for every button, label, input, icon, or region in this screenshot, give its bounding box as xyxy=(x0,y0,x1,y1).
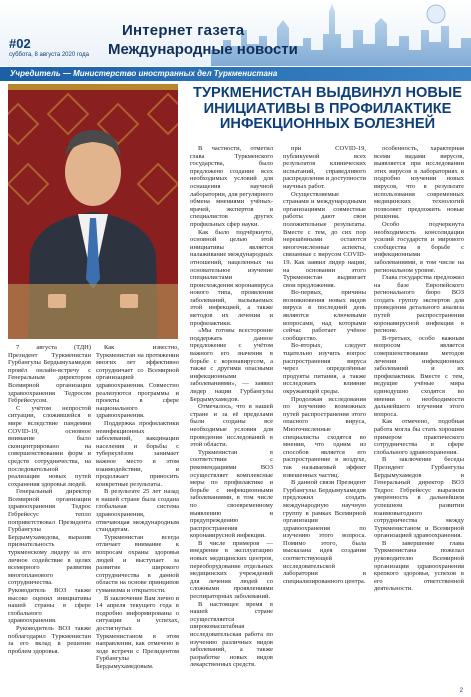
paragraph: при COVID-19, публикуемой всех результатов клинических испытаний, справедливого распределения и доступности научных работ. xyxy=(283,145,366,190)
paragraph: Осуществляемые странами и международными организациями совместные работы дают свои положительные результаты. Вместе с тем, до сих пор нерешёнными остаются многочисленные аспекты, связанные с вирусом COVID-19. Как заявил лидер нации, на основании этого Туркменистан выдвигает свои предложения. xyxy=(283,190,366,289)
paragraph: В заключение Вам лично и 14 апреля текущего года в подробно информированы о ситуации и успехах, достигнутых Туркменистаном в этом направлении, как отмечено в ходе встречи с Президентом Гурбангулы Бердымухамедовым. xyxy=(96,594,179,670)
president-photo xyxy=(8,84,178,339)
paper-title: Интернет газета xyxy=(122,22,245,39)
article-column-5 xyxy=(374,145,464,690)
paragraph: 7 августа (ТДН) Президент Туркменистан Гурбангулы Бердымухамедов провёл онлайн-встречу с Генеральным директором Всемирной организации здравоохранения Тедросом Гебрейесусом. xyxy=(8,344,91,405)
paragraph: С учётом непростой ситуации, сложившейся в мире вследствие пандемии COVID-19, основное внимание было сконцентрировано на совершенствовании форм и средств сотрудничества, на последовательной реализации новых путей сохранения здоровья людей. xyxy=(8,404,91,488)
paragraph: «Мы готовы всесторонне поддержать данное предложение с учётом важного его значения в борьбе с коронавирусом, а также с другими опасными инфекционными заболеваниями», — заявил лидер нации Гурбангулы Бердымухамедов. xyxy=(190,327,273,403)
founder-bar: Учредитель — Министерство иностранных дел Туркменистана xyxy=(0,67,471,81)
paragraph: Туркменистан всегда отличает внимание к вопросам охраны здоровья людей и выступает за развитие широкого сотрудничества в данной области на основе принципов гуманизма и открытости. xyxy=(96,533,179,594)
paragraph: Особо подчеркнута необходимость консолидации усилий государств и мирового сообщества в борьбе с инфекционными заболеваниями, в том числе на региональном уровне. xyxy=(374,220,464,274)
paper-subtitle: Международные новости xyxy=(108,41,298,58)
article-column-4 xyxy=(283,145,366,690)
paragraph: Генеральный директор Всемирной организации здравоохранения Тедрос Гебрейесус тепло поприветствовал Президента Гурбангулы Бердымухамедова, выразив признательность туркменскому лидеру за его личное содействие в целях всемерного развития многопланового сотрудничества. Руководитель ВОЗ также высоко оценил инициативы нашей страны в сфере глобального здравоохранения. xyxy=(8,488,91,625)
paragraph: Во-вторых, следует тщательно изучить вопрос распространения вируса через определённые продукты питания, а также исследовать влияние окружающей среды. xyxy=(283,342,366,395)
paragraph: особенность, характерная всеми видами вирусов, выявляется при исследовании этих вирусов в лабораториях и подробно изучении новых вирусов, что в результате использования современных медицинских технологий позволяет предложить новые решения. xyxy=(374,145,464,221)
paragraph: В завершение глава Туркменистана пожелал руководителю Всемирной организации здравоохранения крепкого здоровья, успехов в его ответственной деятельности. xyxy=(374,539,464,593)
paragraph: Как отмечено, подобная работа могла бы стать хорошим примером практического сотрудничества в сфере глобального здравоохранения. xyxy=(374,418,464,456)
paragraph: Отмечалось, что в нашей стране и за её пределами были созданы все необходимые условия для проведения исследований в этой области. xyxy=(190,403,273,449)
paragraph: Поддержка профилактики неинфекционных заболеваний, вакцинации населения и борьбы с туберкулёзом занимает важное место в этом взаимодействии, и продолжает приносить конкретные результаты. xyxy=(96,419,179,488)
paragraph: В настоящее время в нашей стране осуществляется широкомасштабная исследовательская работа по изучению различных видов заболеваний, а также разработке новых видов лекарственных средств. xyxy=(190,600,273,669)
paragraph: В данной связи Президент Гурбангулы Бердымухамедов предложил создать международную научную группу в рамках Всемирной организации здравоохранения по изучению этого вопроса. Помимо этого, была высказана идея создания соответствующей исследовательской лаборатории и специализированного центра. xyxy=(283,479,366,585)
paragraph: Глава государства предложил на базе Европейского регионального бюро ВОЗ создать группу экспертов для проведения детального анализа путей распространения коронавирусной инфекции в регионе. xyxy=(374,274,464,335)
paragraph: В частности, отметил глава Туркменского государства, было предложено создание всех необходимых условий для оснащения научной лаборатории, для регулярного обмена мнениями учёных-врачей, экспертов и специалистов других профильных сфер науки. xyxy=(190,145,273,228)
page-number: 2 xyxy=(459,688,463,694)
paragraph: В числе примеров — внедрение в эксплуатацию новых медицинских центров, переоборудование отдельных медицинских учреждений для лечения людей со сложными проявлениями респираторных заболеваний. xyxy=(190,539,273,601)
paragraph: В-третьих, особо важным вопросом является совершенствование методов лечения инфекционных заболеваний и их профилактики. Вместе с тем, ведущие учёные мира единодушно сходятся во мнении о необходимости дальнейшего изучения этого вопроса. xyxy=(374,334,464,418)
paragraph: В результате 25 лет назад в нашей стране была создана глобальная система здравоохранения, отвечающая международным стандартам. xyxy=(96,488,179,534)
paragraph: Руководитель ВОЗ также поблагодарил Туркменистан за его вклад в решение проблем здоровья. xyxy=(8,624,91,655)
article-column-1 xyxy=(8,344,91,690)
issue-date: суббота, 8 августа 2020 года xyxy=(9,52,89,58)
paragraph: Во-первых, причины возникновения новых видов вируса в последний день являются ключевыми вопросами, над которыми сейчас работает учёное сообщество. xyxy=(283,289,366,342)
paragraph: Как известно, Туркменистан на протяжении многих лет эффективно сотрудничает со Всемирной организацией здравоохранения. Совместно реализуются программы и проекты в сфере национального здравоохранения. xyxy=(96,344,179,420)
paragraph: Туркменистан в соответствии с рекомендациями ВОЗ осуществляет комплексные меры по профилактике и борьбе с инфекционными заболеваниями, в том числе по своевременному выявлению и предупреждению распространения коронавирусной инфекции. xyxy=(190,448,273,540)
paragraph: Как было подчёркнуто, основной целью этой инициативы является налаживание международных отношений, нацеленных на основательное изучение специалистами происхождения коронавируса нового типа, проявления заболеваний, вызываемых этой инфекцией, а также методов их лечения и профилактики. xyxy=(190,228,273,327)
paragraph: В заключение беседы Президент Гурбангулы Бердымухамедов и Генеральный директор ВОЗ Тедрос Гебрейесус выразили уверенность в дальнейшем успешном развитии взаимовыгодного сотрудничества между Туркменистаном и Всемирной организацией здравоохранения. xyxy=(374,456,464,540)
paragraph: Продолжая исследования по изучению возможных путей распространения этого опасного вируса, Многочисленные специалисты сходятся во мнении, что одним из способов является его распространение в воздухе, так называемый эффект взвешенных частиц. xyxy=(283,395,366,479)
article-headline: ТУРКМЕНИСТАН ВЫДВИНУЛ НОВЫЕ ИНИЦИАТИВЫ В ПРОФИЛАКТИКЕ ИНФЕКЦИОННЫХ БОЛЕЗНЕЙ xyxy=(193,85,462,132)
masthead xyxy=(0,0,471,66)
article-column-2 xyxy=(96,344,179,690)
issue-number: #02 xyxy=(9,36,31,51)
article-column-3 xyxy=(190,145,273,690)
